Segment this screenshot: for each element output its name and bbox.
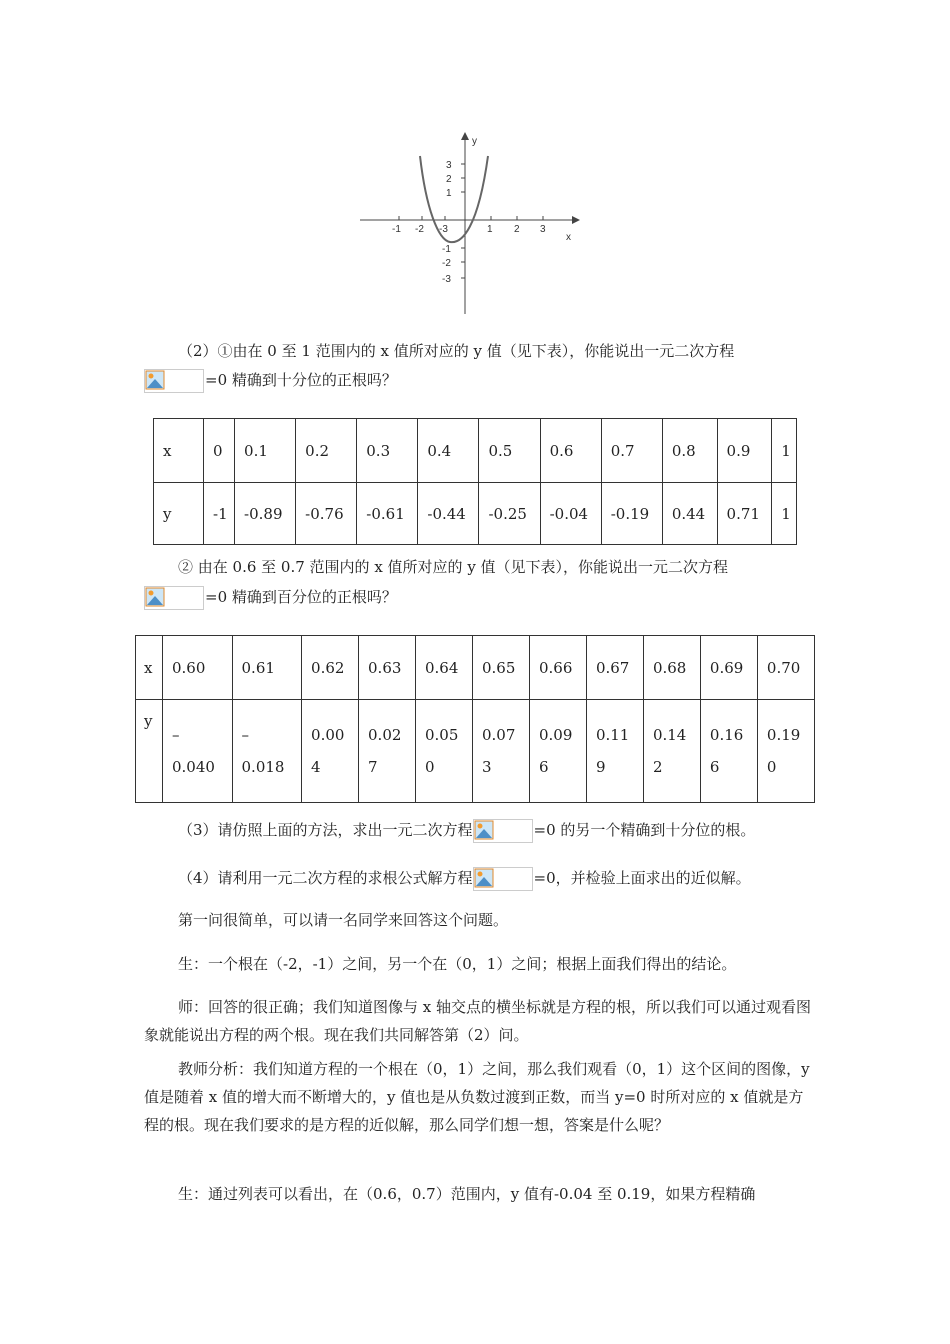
table-cell: 0.71 — [717, 483, 772, 545]
y-axis-arrow — [461, 132, 469, 140]
table-cell: 0.3 — [357, 419, 418, 483]
table-cell: 0.69 — [700, 636, 757, 700]
table-cell — [586, 700, 643, 803]
cell-line: 0.02 — [368, 726, 402, 744]
cell-line: – — [241, 726, 250, 744]
table-cell — [163, 700, 233, 803]
cell-line: 7 — [368, 758, 378, 776]
cell-line: 0.05 — [425, 726, 459, 744]
cell-line: 4 — [311, 758, 321, 776]
table-cell — [700, 700, 757, 803]
table-cell: -0.76 — [296, 483, 357, 545]
table-cell: 0.65 — [472, 636, 529, 700]
cell-line: 0.19 — [766, 726, 801, 744]
q2-part1-text: （2）①由在 0 至 1 范围内的 x 值所对应的 y 值（见下表），你能说出一元二次方程 — [178, 342, 735, 360]
parabola-curve — [420, 156, 488, 242]
x-tick-label: -2 — [415, 224, 424, 235]
y-tick-label: 3 — [446, 160, 452, 171]
equation-image-icon — [473, 867, 533, 891]
table-cell: 0.1 — [235, 419, 296, 483]
cell-line: 0.07 — [481, 726, 516, 744]
table-cell — [359, 700, 416, 803]
x-tick-label: 2 — [514, 224, 520, 235]
paragraph-analysis: 教师分析：我们知道方程的一个根在（0，1）之间，那么我们观看（0，1）这个区间的图像，y 值是随着 x 值的增大而不断增大的，y 值也是从负数过渡到正数，而当 y=0 时所对应的 x 值就是方程的根。现在我们要求的是方程的近似解，那么同学们想一想，答案是什么呢？ — [144, 1060, 810, 1134]
q3-text — [178, 816, 755, 844]
cell-line: 0.16 — [709, 726, 744, 744]
table-cell: 0.8 — [662, 419, 717, 483]
y-axis-label: y — [472, 136, 477, 147]
row-label: y — [154, 483, 204, 545]
table-cell: -0.19 — [601, 483, 662, 545]
y-tick-label: -3 — [442, 274, 451, 285]
x-tick-label: -3 — [439, 224, 448, 235]
table-cell: -0.44 — [418, 483, 479, 545]
row-label: x — [154, 419, 204, 483]
cell-line: 0.00 — [311, 726, 345, 744]
table-cell — [302, 700, 359, 803]
y-tick-label: 1 — [446, 188, 452, 199]
table-cell — [643, 700, 700, 803]
paragraph-student-answer: 生：一个根在（-2，-1）之间，另一个在（0，1）之间；根据上面我们得出的结论。 — [178, 955, 737, 973]
table-row-x — [154, 419, 797, 483]
x-tick-label: 1 — [487, 224, 493, 235]
q4-text — [178, 864, 751, 892]
q4-tail: =0，并检验上面求出的近似解。 — [533, 869, 751, 887]
table-cell: -0.89 — [235, 483, 296, 545]
q2-part1-tail: =0 精确到十分位的正根吗？ — [205, 371, 397, 389]
table-cell: 0.44 — [662, 483, 717, 545]
table-cell: 0.70 — [757, 636, 814, 700]
q2-part2-tail: =0 精确到百分位的正根吗？ — [205, 588, 397, 606]
table-cell — [232, 700, 302, 803]
table-cell: 0.64 — [416, 636, 473, 700]
table-cell — [757, 700, 814, 803]
table-1 — [153, 418, 797, 545]
table-cell: -0.04 — [540, 483, 601, 545]
row-label: y — [136, 700, 163, 803]
cell-line: 6 — [709, 758, 720, 776]
q2-part2-text: ② 由在 0.6 至 0.7 范围内的 x 值所对应的 y 值（见下表），你能说出一元二次方程 — [178, 558, 729, 576]
cell-line: 0.11 — [595, 726, 630, 744]
table-2 — [135, 635, 815, 803]
cell-line: 0 — [425, 758, 435, 776]
y-tick-label: 2 — [446, 174, 452, 185]
q2-part2-line2 — [144, 583, 397, 611]
x-tick-label: -1 — [392, 224, 401, 235]
table-cell: 0 — [204, 419, 235, 483]
cell-line: 0.09 — [538, 726, 573, 744]
table-row-x — [136, 636, 815, 700]
table-cell: 0.2 — [296, 419, 357, 483]
table-cell — [472, 700, 529, 803]
table-cell: 0.66 — [529, 636, 586, 700]
cell-line: 9 — [595, 758, 606, 776]
parabola-graph — [350, 128, 590, 318]
equation-image-icon — [144, 586, 204, 610]
cell-line: 0.018 — [241, 758, 285, 776]
cell-line: 0.040 — [172, 758, 215, 776]
cell-line: 6 — [538, 758, 549, 776]
table-cell: -0.61 — [357, 483, 418, 545]
table-cell: -1 — [204, 483, 235, 545]
q2-part1-line2 — [144, 366, 397, 394]
cell-line: 0 — [766, 758, 777, 776]
equation-image-icon — [473, 819, 533, 843]
table-cell: 0.60 — [163, 636, 233, 700]
table-cell: 0.68 — [643, 636, 700, 700]
table-cell: -0.25 — [479, 483, 540, 545]
table-cell: 0.6 — [540, 419, 601, 483]
table-cell: 0.7 — [601, 419, 662, 483]
y-tick-label: -2 — [442, 258, 451, 269]
q3-tail: =0 的另一个精确到十分位的根。 — [533, 821, 756, 839]
equation-image-icon — [144, 369, 204, 393]
table-cell: 0.67 — [586, 636, 643, 700]
table-cell: 0.61 — [232, 636, 302, 700]
table-cell: 0.4 — [418, 419, 479, 483]
cell-line: 2 — [652, 758, 663, 776]
cell-line: – — [172, 726, 180, 744]
table-cell: 0.9 — [717, 419, 772, 483]
table-row-y — [154, 483, 797, 545]
paragraph-student-2: 生：通过列表可以看出，在（0.6，0.7）范围内，y 值有-0.04 至 0.19，如果方程精确 — [178, 1185, 756, 1203]
table-cell: 0.5 — [479, 419, 540, 483]
q3-head: （3）请仿照上面的方法，求出一元二次方程 — [178, 821, 473, 839]
y-tick-label: -1 — [442, 244, 451, 255]
table-cell — [416, 700, 473, 803]
table-cell — [529, 700, 586, 803]
table-cell: 0.62 — [302, 636, 359, 700]
table-row-y — [136, 700, 815, 803]
table-cell: 1 — [772, 483, 797, 545]
table-cell: 1 — [772, 419, 797, 483]
x-axis-label: x — [566, 232, 571, 243]
cell-line: 0.14 — [652, 726, 687, 744]
paragraph-teacher: 师：回答的很正确；我们知道图像与 x 轴交点的横坐标就是方程的根，所以我们可以通过观看图象就能说出方程的两个根。现在我们共同解答第（2）问。 — [144, 998, 811, 1044]
q4-head: （4）请利用一元二次方程的求根公式解方程 — [178, 869, 473, 887]
x-tick-label: 3 — [540, 224, 546, 235]
cell-line: 3 — [481, 758, 492, 776]
paragraph-intro: 第一问很简单，可以请一名同学来回答这个问题。 — [178, 911, 509, 929]
row-label: x — [136, 636, 163, 700]
x-axis-arrow — [572, 216, 580, 224]
table-cell: 0.63 — [359, 636, 416, 700]
